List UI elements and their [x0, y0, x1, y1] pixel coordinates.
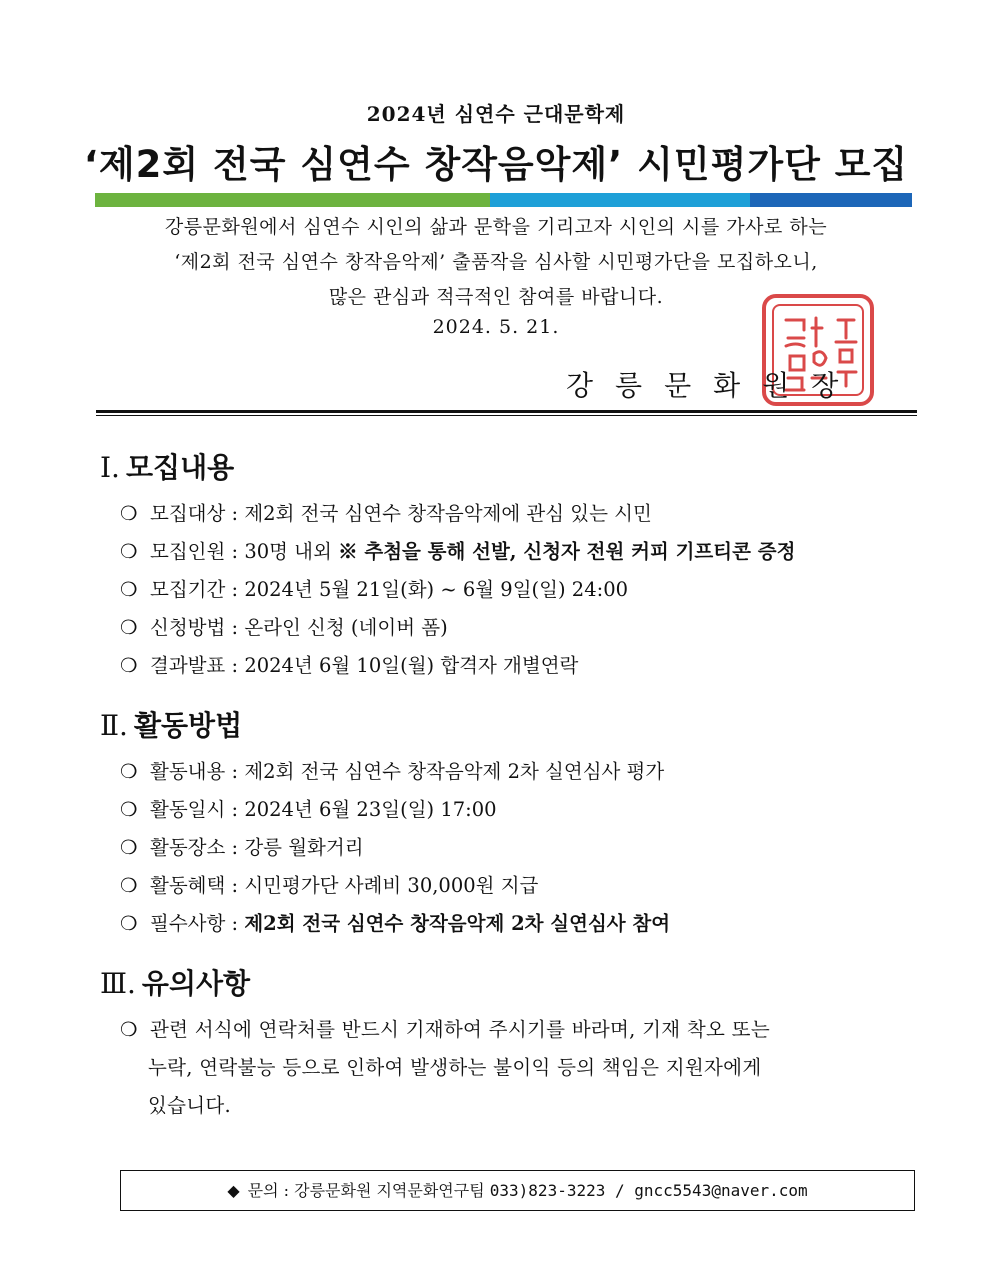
item-value: 2024년 6월 10일(월) 합격자 개별연락 [244, 654, 579, 677]
item-value: 제2회 전국 심연수 창작음악제에 관심 있는 시민 [244, 502, 652, 525]
color-bar-light-blue [490, 193, 750, 207]
item-value: 2024년 5월 21일(화) ~ 6월 9일(일) 24:00 [244, 578, 629, 601]
item-separator: : [225, 540, 245, 563]
item-separator: : [225, 616, 245, 639]
item-value-emphasis: 제2회 전국 심연수 창작음악제 2차 실연심사 참여 [244, 912, 671, 935]
item-label: 활동내용 [150, 760, 226, 783]
list-item [120, 756, 664, 784]
section-number: Ⅲ. [100, 967, 136, 1000]
item-label: 활동장소 [150, 836, 226, 859]
list-item [120, 650, 578, 678]
item-value: 온라인 신청 (네이버 폼) [244, 616, 448, 639]
section-heading-activities [100, 704, 242, 744]
header-divider-thin [96, 415, 917, 416]
item-separator: : [225, 798, 245, 821]
item-label: 신청방법 [150, 616, 226, 639]
list-item [120, 832, 364, 860]
item-separator: : [225, 502, 245, 525]
circle-bullet-icon: ❍ [120, 578, 138, 601]
circle-bullet-icon: ❍ [120, 798, 138, 821]
item-separator: : [225, 874, 245, 897]
circle-bullet-icon: ❍ [120, 836, 138, 859]
list-item [120, 574, 628, 602]
contact-label: 문의 : 강릉문화원 지역문화연구팀 [247, 1181, 490, 1200]
section-heading-recruitment [100, 446, 234, 486]
list-item [120, 612, 448, 640]
intro-line-1: 강릉문화원에서 심연수 시인의 삶과 문학을 기리고자 시인의 시를 가사로 하는 [164, 216, 828, 238]
section-title: 활동방법 [133, 709, 243, 742]
item-label: 필수사항 [150, 912, 226, 935]
list-item [120, 870, 538, 898]
item-label: 모집인원 [150, 540, 226, 563]
item-separator: : [225, 578, 245, 601]
item-label: 모집기간 [150, 578, 226, 601]
section-number: Ⅰ. [100, 451, 120, 484]
circle-bullet-icon: ❍ [120, 654, 138, 677]
diamond-bullet-icon: ◆ [227, 1181, 240, 1200]
circle-bullet-icon: ❍ [120, 502, 138, 525]
item-separator: : [225, 836, 245, 859]
circle-bullet-icon: ❍ [120, 912, 138, 935]
section-heading-notes [100, 962, 250, 1002]
note-item [120, 1014, 770, 1042]
circle-bullet-icon: ❍ [120, 760, 138, 783]
item-value-emphasis: ※ 추첨을 통해 선발, 신청자 전원 커피 기프티콘 증정 [338, 540, 796, 563]
item-separator: : [225, 912, 245, 935]
item-label: 모집대상 [150, 502, 226, 525]
section-number: Ⅱ. [100, 709, 128, 742]
intro-line-2: ‘제2회 전국 심연수 창작음악제’ 출품작을 심사할 시민평가단을 모집하오니, [174, 251, 818, 273]
page-title: ‘제2회 전국 심연수 창작음악제’ 시민평가단 모집 [83, 143, 909, 186]
intro-line-3: 많은 관심과 적극적인 참여를 바랍니다. [328, 286, 664, 308]
item-value: 30명 내외 [244, 540, 339, 563]
header-color-bar [95, 193, 912, 207]
item-label: 활동혜택 [150, 874, 226, 897]
list-item [120, 794, 497, 822]
section-title: 유의사항 [141, 967, 251, 1000]
item-value: 시민평가단 사례비 30,000원 지급 [244, 874, 539, 897]
circle-bullet-icon: ❍ [120, 874, 138, 897]
item-value: 제2회 전국 심연수 창작음악제 2차 실연심사 평가 [244, 760, 665, 783]
header-divider-thick [96, 410, 917, 413]
note-line-1: 관련 서식에 연락처를 반드시 기재하여 주시기를 바라며, 기재 착오 또는 [150, 1018, 770, 1041]
contact-box [120, 1170, 915, 1211]
item-value: 2024년 6월 23일(일) 17:00 [244, 798, 497, 821]
item-separator: : [225, 654, 245, 677]
contact-phone-email: 033)823-3223 / gncc5543@naver.com [489, 1181, 808, 1200]
list-item [120, 908, 670, 936]
note-line-3: 있습니다. [148, 1094, 232, 1117]
color-bar-green [95, 193, 490, 207]
note-line-2: 누락, 연락불능 등으로 인하여 발생하는 불이익 등의 책임은 지원자에게 [148, 1056, 762, 1079]
item-separator: : [225, 760, 245, 783]
item-label: 결과발표 [150, 654, 226, 677]
list-item [120, 536, 795, 564]
circle-bullet-icon: ❍ [120, 1018, 138, 1041]
event-subtitle: 2024년 심연수 근대문학제 [366, 102, 626, 126]
color-bar-dark-blue [750, 193, 912, 207]
issuing-organization: 강릉문화원장 [566, 369, 861, 402]
list-item [120, 498, 652, 526]
item-value: 강릉 월화거리 [244, 836, 364, 859]
announcement-date: 2024. 5. 21. [432, 316, 560, 338]
circle-bullet-icon: ❍ [120, 540, 138, 563]
section-title: 모집내용 [125, 451, 235, 484]
circle-bullet-icon: ❍ [120, 616, 138, 639]
item-label: 활동일시 [150, 798, 226, 821]
